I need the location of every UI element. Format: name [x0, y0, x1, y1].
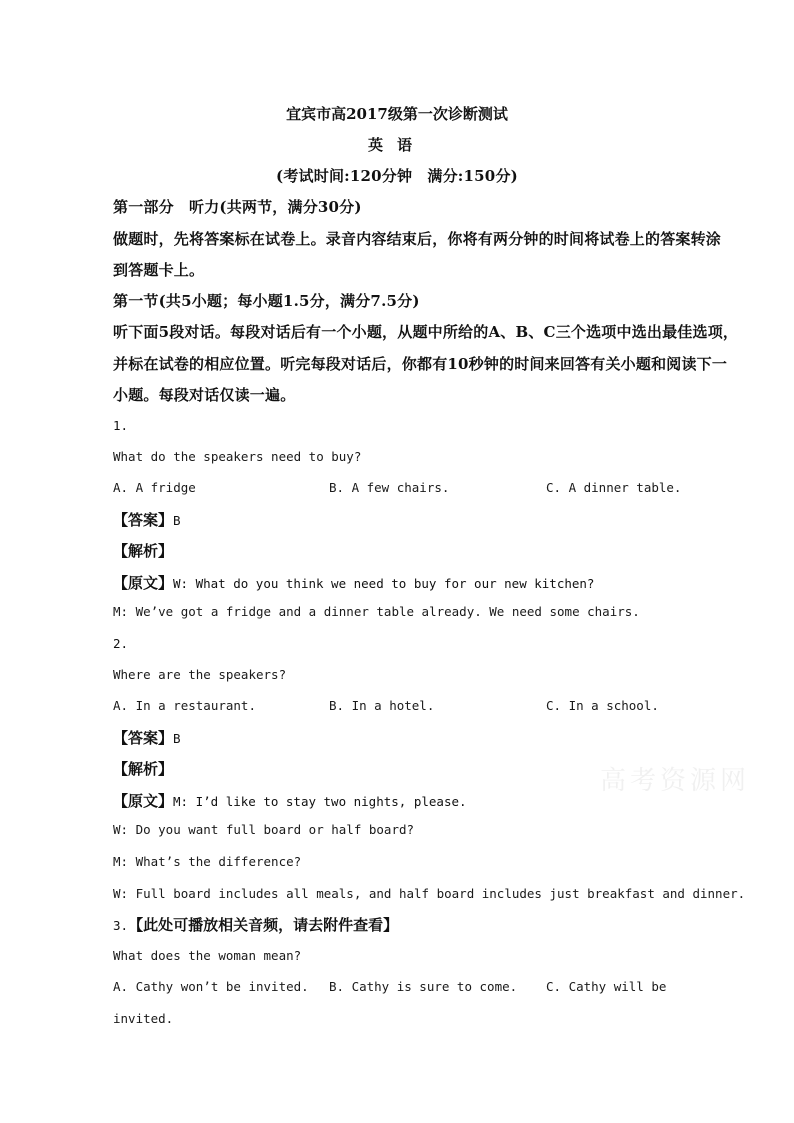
option-c: C. A dinner table. [546, 480, 682, 495]
instruction-line-2: 到答题卡上。 [113, 261, 205, 279]
option-a: A. A fridge [113, 480, 196, 495]
option-c: C. In a school. [546, 698, 659, 713]
section1-instruction-3: 小题。每段对话仅读一遍。 [113, 386, 296, 404]
option-a: A. Cathy won’t be invited. [113, 979, 309, 994]
analysis-label: 【解析】 [113, 542, 174, 560]
answer-row [113, 509, 181, 530]
option-b: B. In a hotel. [329, 698, 435, 713]
transcript-row [113, 572, 594, 593]
question-number: 2. [113, 636, 129, 651]
transcript-line: M: I’d like to stay two nights, please. [173, 794, 467, 809]
question-text: Where are the speakers? [113, 667, 287, 682]
part1-heading: 第一部分 听力(共两节，满分30分) [113, 198, 362, 216]
transcript-line: W: What do you think we need to buy for our new kitchen? [173, 576, 595, 591]
option-b: B. A few chairs. [329, 480, 450, 495]
answer-value: B [173, 513, 181, 528]
section1-instruction-1: 听下面5段对话。每段对话后有一个小题，从题中所给的A、B、C三个选项中选出最佳选项， [113, 323, 739, 341]
transcript-row [113, 790, 467, 811]
subject-title: 英语 [367, 136, 426, 154]
transcript-label: 【原文】 [113, 574, 174, 592]
transcript-line: M: We’ve got a fridge and a dinner table already. We need some chairs. [113, 604, 640, 619]
transcript-line: W: Do you want full board or half board? [113, 822, 415, 837]
answer-label: 【答案】 [113, 511, 174, 529]
option-a: A. In a restaurant. [113, 698, 256, 713]
instruction-line-1: 做题时，先将答案标在试卷上。录音内容结束后，你将有两分钟的时间将试卷上的答案转涂 [113, 230, 722, 248]
option-c-continued: invited. [113, 1011, 174, 1026]
watermark-text: 高考资源网 [600, 766, 751, 796]
answer-value: B [173, 731, 181, 746]
question-text: What does the woman mean? [113, 948, 302, 963]
question-text: What do the speakers need to buy? [113, 449, 362, 464]
exam-info: (考试时间:120分钟 满分:150分) [276, 167, 518, 185]
analysis-label: 【解析】 [113, 760, 174, 778]
section1-instruction-2: 并标在试卷的相应位置。听完每段对话后，你都有10秒钟的时间来回答有关小题和阅读下一 [113, 355, 728, 373]
transcript-label: 【原文】 [113, 792, 174, 810]
transcript-line: M: What’s the difference? [113, 854, 302, 869]
transcript-line: W: Full board includes all meals, and half board includes just breakfast and dinner. [113, 886, 746, 901]
option-c: C. Cathy will be [546, 979, 667, 994]
option-b: B. Cathy is sure to come. [329, 979, 518, 994]
answer-row [113, 727, 181, 748]
answer-label: 【答案】 [113, 729, 174, 747]
question-number: 1. [113, 418, 129, 433]
question-number: 3. [113, 918, 129, 933]
exam-title: 宜宾市高2017级第一次诊断测试 [286, 105, 508, 123]
question-3-header [113, 914, 398, 935]
section1-heading: 第一节(共5小题；每小题1.5分，满分7.5分) [113, 292, 420, 310]
audio-note[interactable]: 【此处可播放相关音频，请去附件查看】 [128, 916, 399, 934]
